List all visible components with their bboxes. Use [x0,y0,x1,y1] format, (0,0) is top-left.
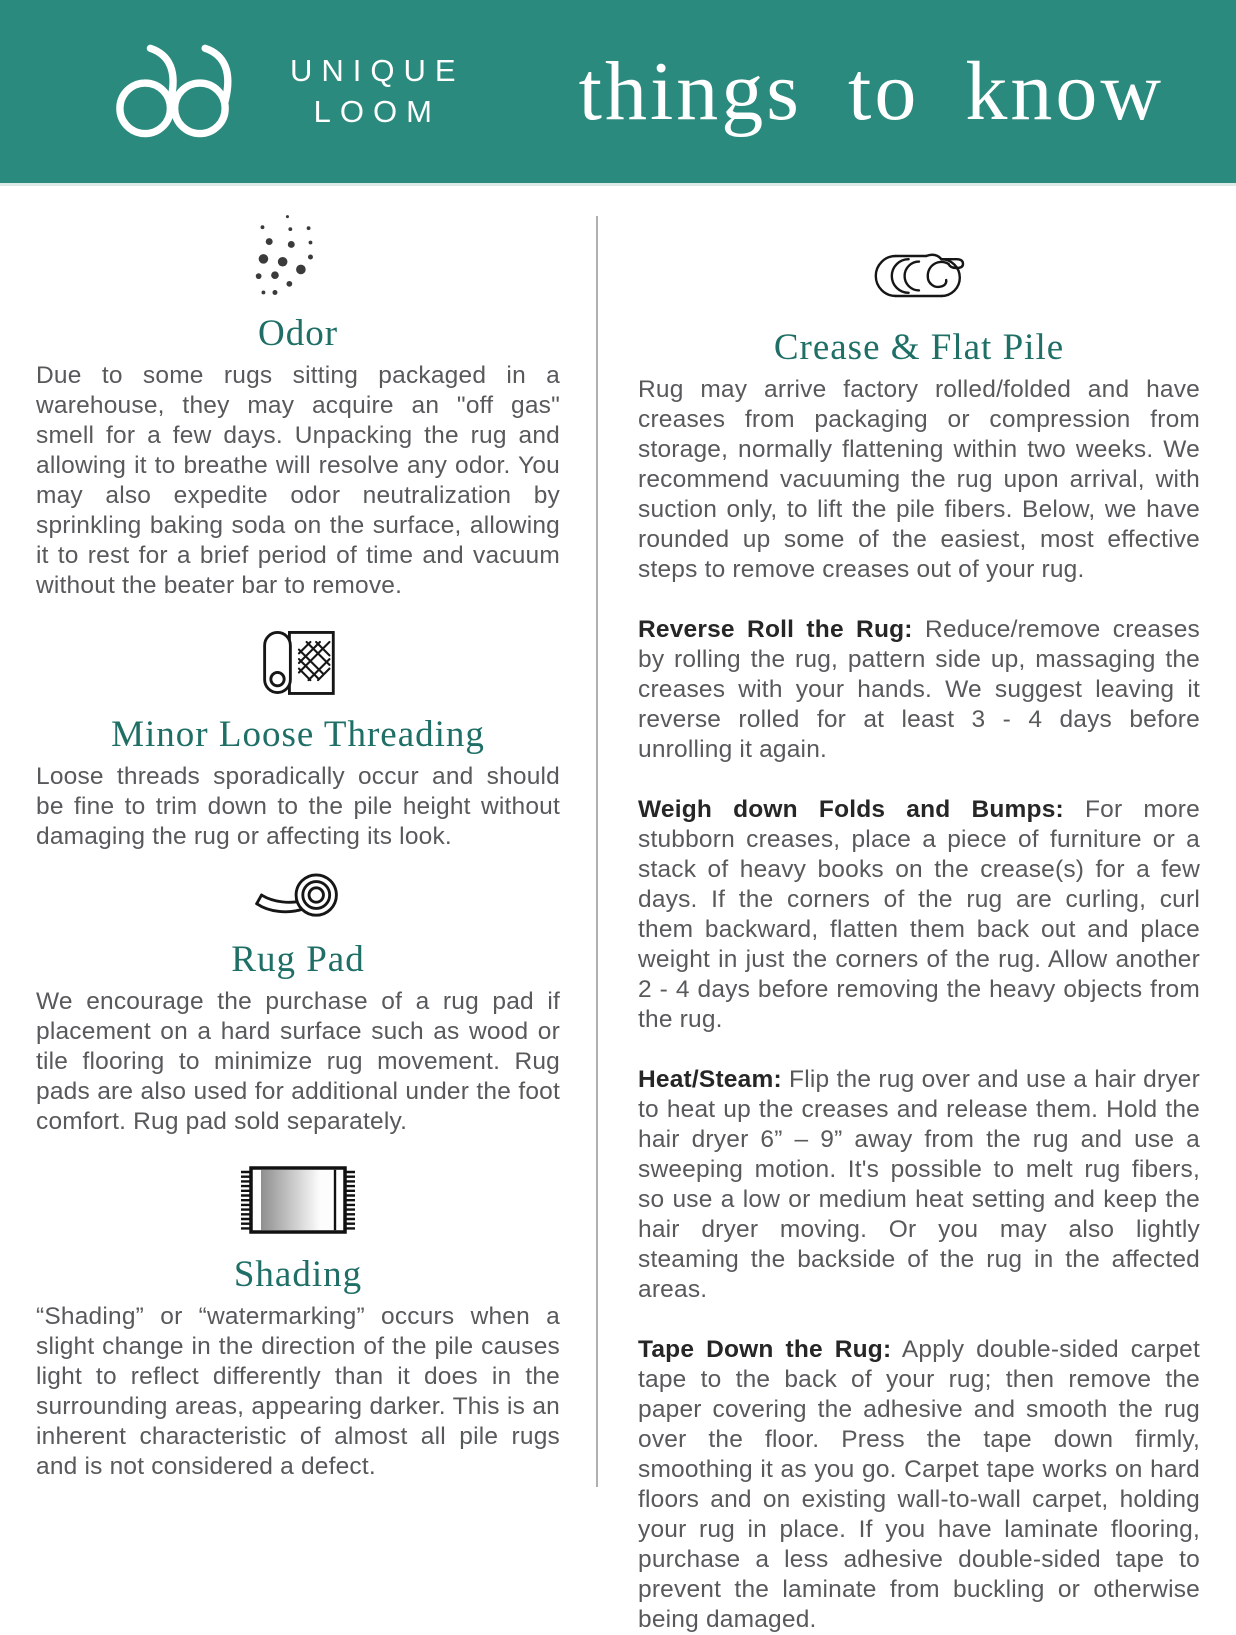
crease-intro: Rug may arrive factory rolled/folded and have creases from packaging or compression from storage, normally flattening within two weeks. We recommend vacuuming the rug upon arrival, with suction only, to lift the pile fibers. Below, we have rounded up some of the easiest, most effective steps to remove creases out of your rug. [638,376,1200,583]
tip-heat-steam-label: Heat/Steam: [638,1066,782,1093]
section-heading-rug-pad: Rug Pad [231,939,365,980]
tip-weigh-down [638,795,1200,1035]
right-column [598,186,1236,1633]
shading-icon [239,1163,357,1237]
section-body-loose-threading: Loose threads sporadically occur and should be fine to trim down to the pile height without damaging the rug or affecting its look. [36,763,560,850]
tip-weigh-down-label: Weigh down Folds and Bumps: [638,796,1064,823]
section-heading-odor: Odor [257,313,339,354]
tip-tape-down [638,1335,1200,1635]
left-column [0,186,596,1497]
brand-line2: LOOM [313,93,441,129]
tip-reverse-roll [638,615,1200,765]
section-heading-loose-threading: Minor Loose Threading [111,714,485,755]
unique-loom-logo-icon [96,42,268,142]
section-shading [36,1137,560,1482]
loose-threading-icon [255,621,341,703]
section-rug-pad [36,852,560,1137]
section-body-rug-pad: We encourage the purchase of a rug pad if placement on a hard surface such as wood or tile flooring to minimize rug movement. Rug pads are also used for additional under the foot comfort. Rug pad sold separately. [36,988,560,1135]
brand-name [290,51,465,132]
tip-reverse-roll-body: Reduce/remove creases by rolling the rug, pattern side up, massaging the creases with your hands. We suggest leaving it reverse rolled for at least 3 - 4 days before unrolling it again. [638,616,1200,763]
header-banner [0,0,1236,186]
brand-logo [96,42,465,142]
tip-heat-steam [638,1065,1200,1305]
rolled-rug-icon [867,248,971,304]
odor-dots-icon [239,208,357,304]
content-area [0,186,1236,1633]
tip-weigh-down-body: For more stubborn creases, place a piece of furniture or a stack of heavy books on the crease(s) for a few days. If the corners of the rug are curling, curl them backward, flatten them back out and place weight in just the corners of the rug. Allow another 2 - 4 days before removing the heavy objects from the rug. [638,796,1200,1033]
section-heading-crease: Crease & Flat Pile [773,327,1065,368]
tip-heat-steam-body: Flip the rug over and use a hair dryer to heat up the creases and release them. Hold the hair dryer 6” – 9” away from the rug and use a sweeping motion. It's possible to melt rug fibers, so use a low or medium heat setting and keep the hair dryer moving. Or you may also lightly steaming the backside of the rug in the affected areas. [638,1066,1200,1303]
tip-tape-down-body: Apply double-sided carpet tape to the back of your rug; then remove the paper covering the adhesive and smooth the rug over the floor. Press the tape down firmly, smoothing it as you go. Carpet tape works on hard floors and on existing wall-to-wall carpet, holding your rug in place. If you have laminate flooring, purchase a less adhesive double-sided tape to prevent the laminate from buckling or otherwise being damaged. [638,1336,1200,1633]
tip-tape-down-label: Tape Down the Rug: [638,1336,892,1363]
section-body-shading: “Shading” or “watermarking” occurs when a slight change in the direction of the pile causes light to reflect differently than it does in the surrounding areas, appearing darker. This is an inherent characteristic of almost all pile rugs and is not considered a defect. [36,1303,560,1480]
rug-pad-icon [250,866,346,926]
brand-line1: UNIQUE [290,53,465,89]
section-odor [36,186,560,601]
section-loose-threading [36,601,560,852]
tip-reverse-roll-label: Reverse Roll the Rug: [638,616,913,643]
section-heading-shading: Shading [233,1254,363,1295]
section-body-odor: Due to some rugs sitting packaged in a warehouse, they may acquire an "off gas" smell for a few days. Unpacking the rug and allowing it to breathe will resolve any odor. You may also expedite odor neutralization by sprinkling baking soda on the surface, allowing it to rest for a brief period of time and vacuum without the beater bar to remove. [36,362,560,599]
page-title: things to know [578,45,1164,138]
